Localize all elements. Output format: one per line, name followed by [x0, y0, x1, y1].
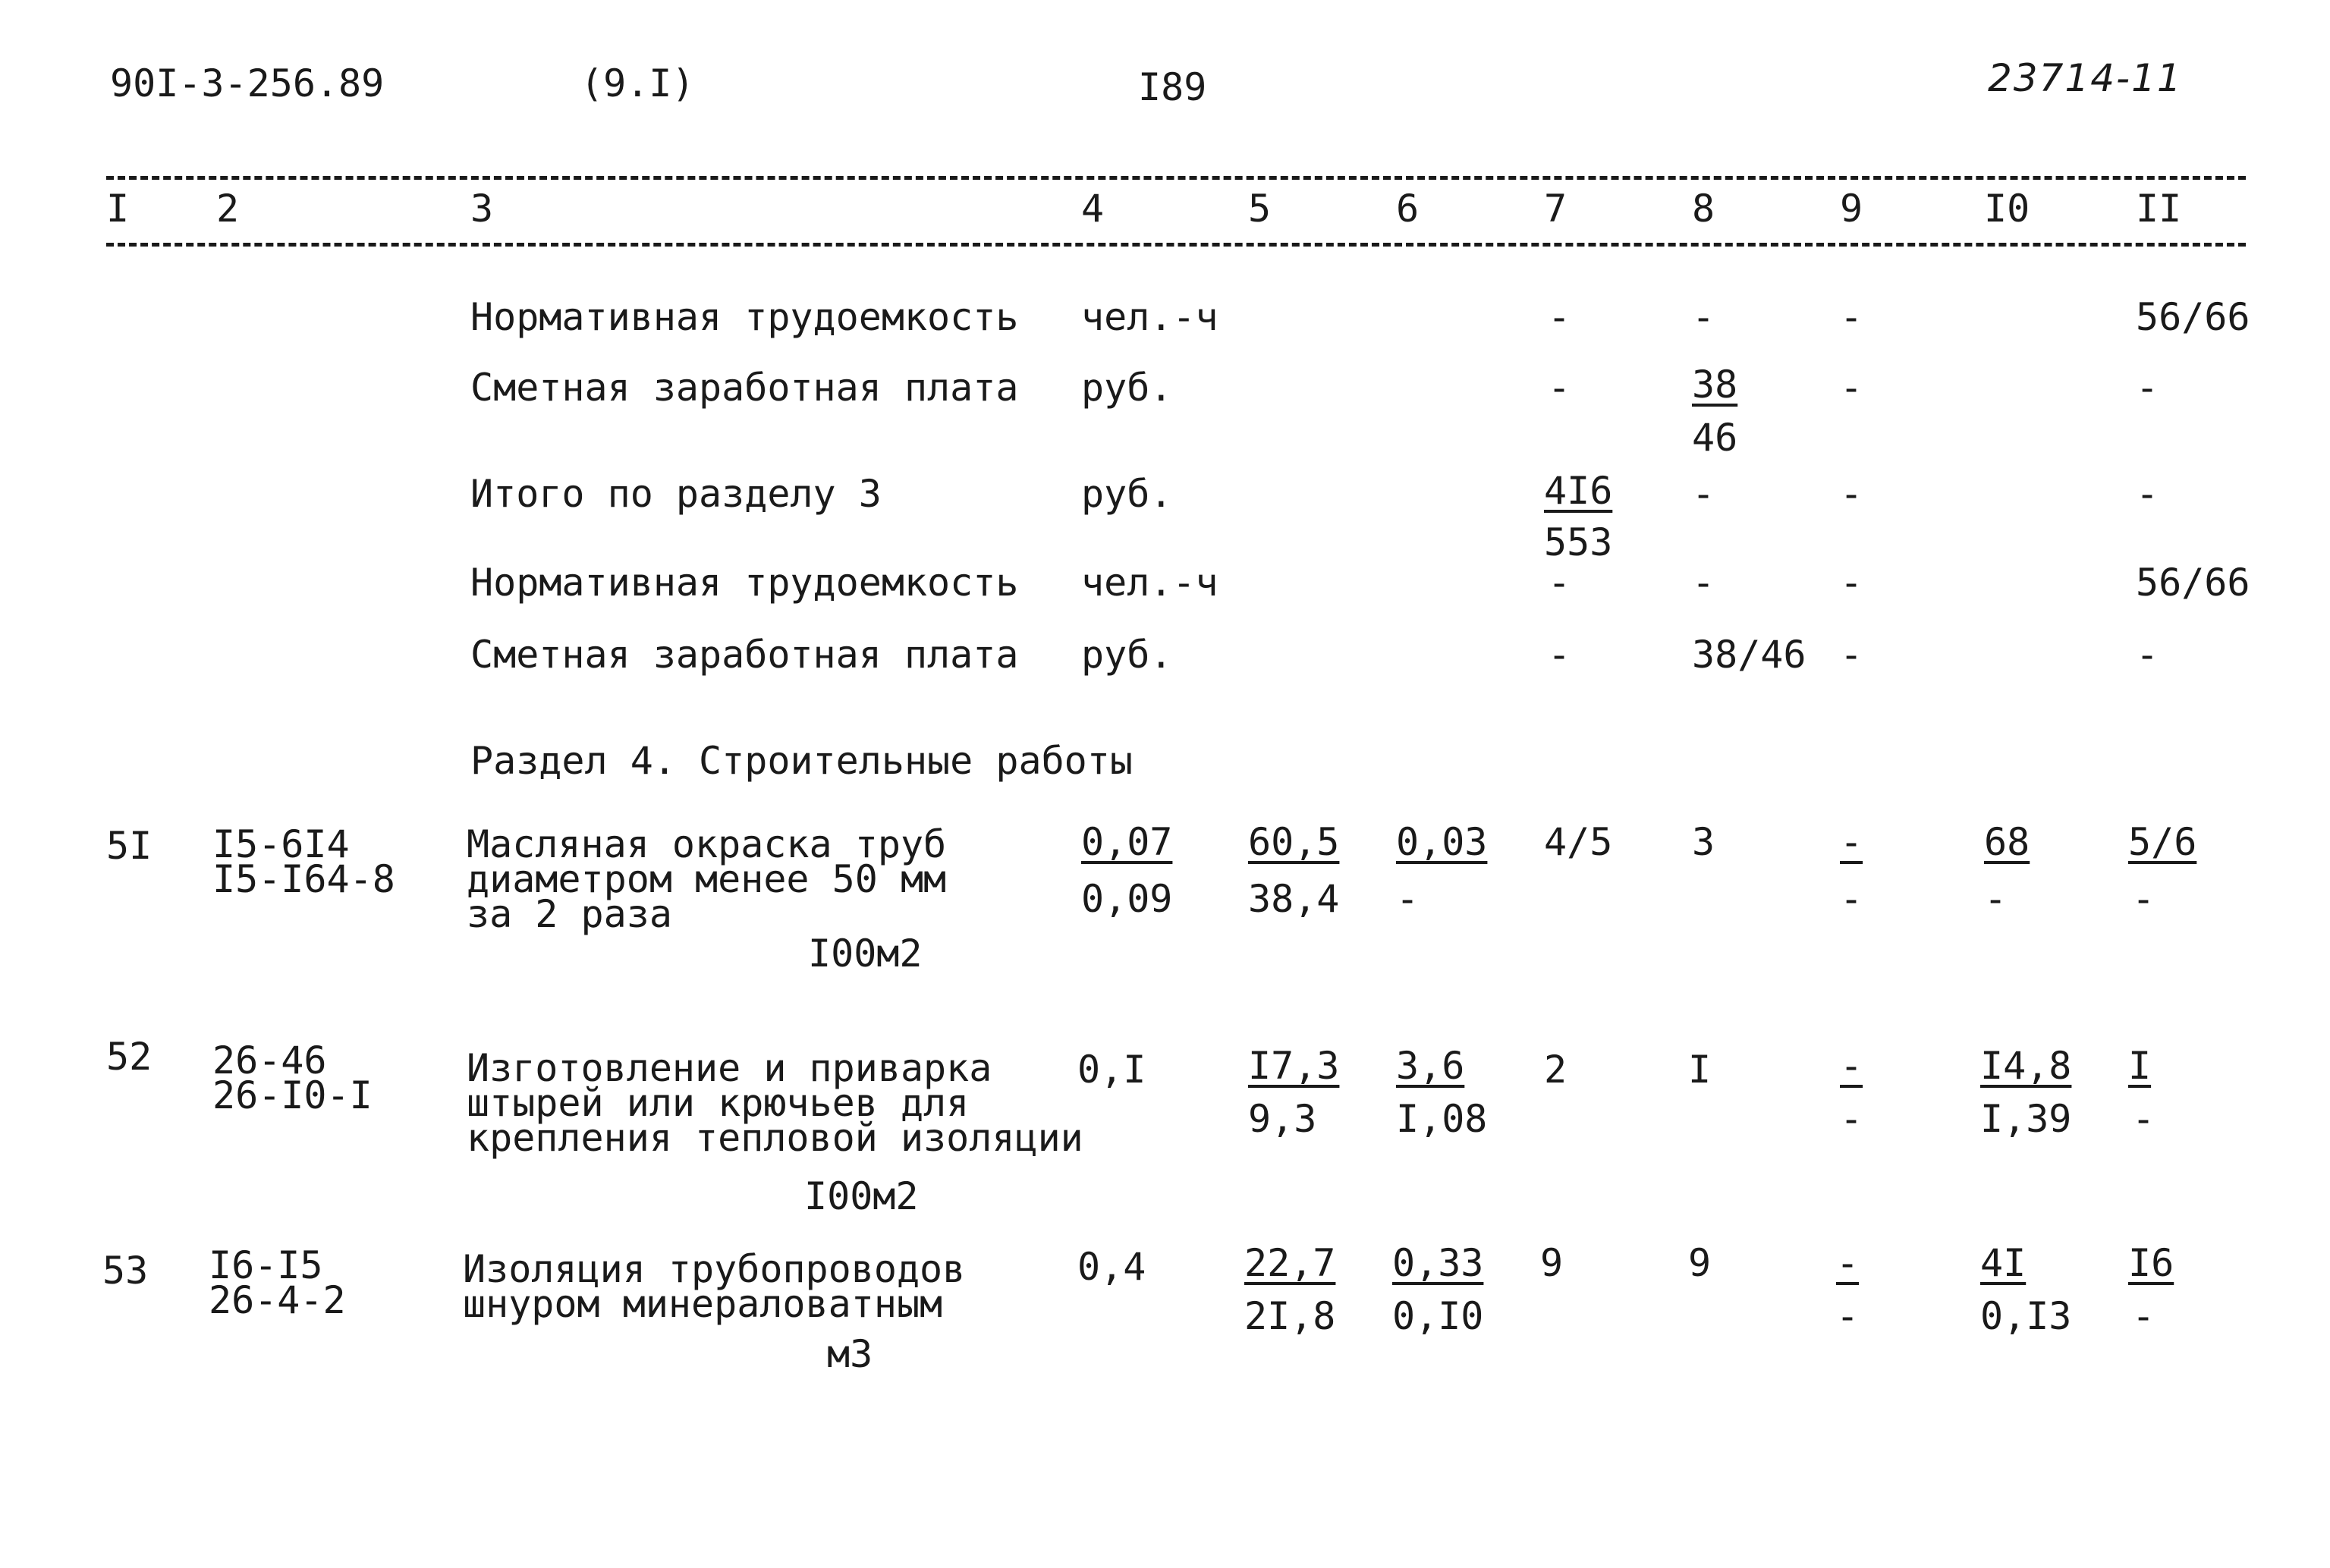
item-col8: 9: [1688, 1241, 1712, 1285]
column-header-4: 4: [1081, 187, 1105, 231]
summary-col9: -: [1840, 295, 1863, 339]
item-col10-top: 68: [1984, 820, 2030, 864]
item-number: 5I: [106, 824, 153, 868]
item-col10-bottom: I,39: [1980, 1097, 2072, 1141]
item-col11-top: I: [2128, 1044, 2152, 1088]
item-col10-bottom: 0,I3: [1980, 1294, 2072, 1338]
column-header-6: 6: [1396, 187, 1420, 231]
item-col6-top: 0,33: [1392, 1241, 1484, 1285]
item-col6-top: 3,6: [1396, 1044, 1465, 1088]
summary-col8: -: [1692, 472, 1715, 516]
summary-col8-top: 38: [1692, 363, 1738, 407]
item-unit: м3: [827, 1332, 873, 1376]
item-number: 52: [106, 1035, 153, 1079]
section-title: Раздел 4. Строительные работы: [470, 739, 1133, 783]
summary-col11: 56/66: [2136, 561, 2250, 605]
summary-name: Сметная заработная плата: [470, 366, 1019, 410]
page-number: I89: [1138, 65, 1207, 109]
item-col10-bottom: -: [1984, 877, 2008, 921]
summary-unit: руб.: [1081, 366, 1173, 410]
item-col7: 2: [1544, 1048, 1567, 1092]
item-col5-top: 22,7: [1244, 1241, 1336, 1285]
item-codes: 26-46 26-I0-I: [212, 1039, 373, 1117]
item-col6-bottom: I,08: [1396, 1097, 1488, 1141]
summary-col8-bottom: 46: [1692, 416, 1738, 460]
summary-col7: -: [1548, 561, 1571, 605]
item-col9-bottom: -: [1840, 877, 1863, 921]
summary-unit: руб.: [1081, 472, 1173, 516]
item-col9-top: -: [1840, 1044, 1863, 1088]
summary-col9: -: [1840, 472, 1863, 516]
item-col6-top: 0,03: [1396, 820, 1488, 864]
summary-name: Сметная заработная плата: [470, 633, 1019, 677]
item-col11-bottom: -: [2132, 877, 2155, 921]
item-col8: I: [1688, 1048, 1712, 1092]
column-header-1: I: [106, 187, 130, 231]
summary-unit: руб.: [1081, 633, 1173, 677]
summary-col9: -: [1840, 633, 1863, 677]
item-col11-top: 5/6: [2128, 820, 2197, 864]
summary-name: Итого по разделу 3: [470, 472, 882, 516]
item-col4-top: 0,I: [1077, 1048, 1146, 1092]
item-codes: I6-I5 26-4-2: [209, 1243, 346, 1322]
handwritten-reference: 23714-11: [1988, 56, 2183, 100]
item-col4-top: 0,4: [1077, 1245, 1146, 1289]
item-col8: 3: [1692, 820, 1715, 864]
column-header-3: 3: [470, 187, 494, 231]
column-header-11: II: [2136, 187, 2182, 231]
item-col7: 9: [1540, 1241, 1564, 1285]
summary-col11: -: [2136, 472, 2159, 516]
item-description: Изготовление и приварка штырей или крючьев для крепления тепловой изоляции: [467, 1046, 1083, 1160]
item-col7: 4/5: [1544, 820, 1613, 864]
summary-unit: чел.-ч: [1081, 295, 1218, 339]
section-reference: (9.I): [580, 61, 695, 105]
item-col6-bottom: -: [1396, 877, 1420, 921]
header-bottom-rule: [106, 243, 2246, 247]
item-col9-top: -: [1836, 1241, 1860, 1285]
summary-col11: -: [2136, 633, 2159, 677]
summary-col9: -: [1840, 366, 1863, 410]
item-codes: I5-6I4 I5-I64-8: [212, 822, 395, 901]
column-header-8: 8: [1692, 187, 1715, 231]
item-col9-top: -: [1840, 820, 1863, 864]
summary-name: Нормативная трудоемкость: [470, 561, 1019, 605]
item-col9-bottom: -: [1840, 1097, 1863, 1141]
item-description: Изоляция трубопроводов шнуром минераловатным: [463, 1247, 966, 1326]
item-number: 53: [102, 1249, 149, 1293]
summary-col11: 56/66: [2136, 295, 2250, 339]
item-col6-bottom: 0,I0: [1392, 1294, 1484, 1338]
column-header-7: 7: [1544, 187, 1567, 231]
item-col5-top: I7,3: [1248, 1044, 1340, 1088]
item-col5-bottom: 9,3: [1248, 1097, 1317, 1141]
summary-col9: -: [1840, 561, 1863, 605]
item-col5-bottom: 38,4: [1248, 877, 1340, 921]
column-header-5: 5: [1248, 187, 1272, 231]
item-col4-top: 0,07: [1081, 820, 1173, 864]
item-unit: I00м2: [804, 1174, 919, 1218]
document-code: 90I-3-256.89: [110, 61, 385, 105]
header-top-rule: [106, 176, 2246, 180]
column-header-10: I0: [1984, 187, 2030, 231]
summary-col8: -: [1692, 295, 1715, 339]
summary-col7: -: [1548, 633, 1571, 677]
summary-col7-bottom: 553: [1544, 520, 1613, 564]
summary-col11: -: [2136, 366, 2159, 410]
column-header-9: 9: [1840, 187, 1863, 231]
item-col4-bottom: 0,09: [1081, 877, 1173, 921]
summary-col7: -: [1548, 295, 1571, 339]
item-col10-top: 4I: [1980, 1241, 2027, 1285]
summary-col8: 38/46: [1692, 633, 1806, 677]
item-col11-bottom: -: [2132, 1097, 2155, 1141]
item-col10-top: I4,8: [1980, 1044, 2072, 1088]
item-col9-bottom: -: [1836, 1294, 1860, 1338]
item-col11-top: I6: [2128, 1241, 2174, 1285]
item-col5-bottom: 2I,8: [1244, 1294, 1336, 1338]
summary-col7-top: 4I6: [1544, 469, 1613, 513]
item-col11-bottom: -: [2132, 1294, 2155, 1338]
item-unit: I00м2: [808, 932, 923, 976]
summary-unit: чел.-ч: [1081, 561, 1218, 605]
item-col5-top: 60,5: [1248, 820, 1340, 864]
item-description: Масляная окраска труб диаметром менее 50 мм за 2 раза: [467, 822, 947, 936]
column-header-2: 2: [216, 187, 240, 231]
summary-col8: -: [1692, 561, 1715, 605]
summary-col7: -: [1548, 366, 1571, 410]
summary-name: Нормативная трудоемкость: [470, 295, 1019, 339]
